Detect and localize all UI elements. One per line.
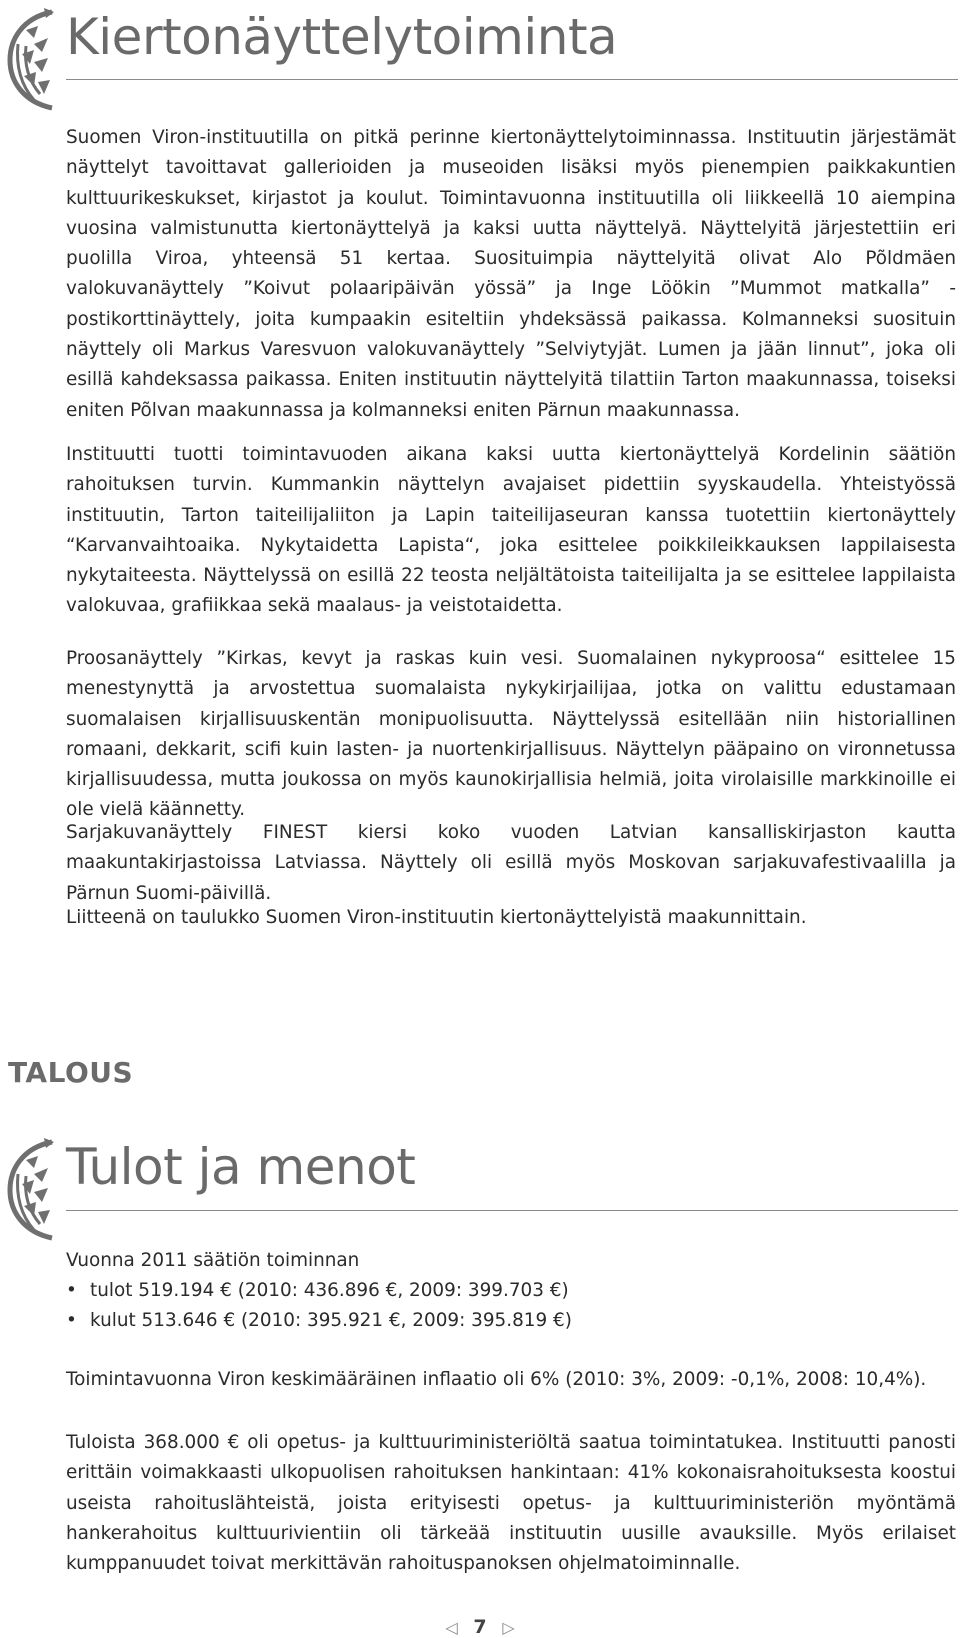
paragraph-new-exhibitions: Instituutti tuotti toimintavuoden aikana kaksi uutta kiertonäyttelyä Kordelinin säätiön rahoituksen turvin. Kummankin näyttelyn avajaiset pidettiin syyskaudella. Yhteistyössä instituutin, Tarton taiteilijaliiton ja Lapin taiteilijaseuran kanssa tuotettiin kiertonäyttely “Karvanvaihtoaika. Nykytaidetta Lapista“, joka esittelee poikkileikkauksen lappilaisesta nykytaiteesta. Näyttelyssä on esillä 22 teosta neljältätoista taiteilijalta ja se esittelee lappilaista valokuvaa, grafiikkaa sekä maalaus- ja veistotaidetta. [66, 444, 956, 617]
list-item-income: • tulot 519.194 € (2010: 436.896 €, 2009: 399.703 €) [66, 1276, 572, 1306]
paragraph-inflation: Toimintavuonna Viron keskimääräinen inflaatio oli 6% (2010: 3%, 2009: -0,1%, 2008: 10,4%). [66, 1369, 927, 1390]
list-item-expenses: • kulut 513.646 € (2010: 395.921 €, 2009: 395.819 €) [66, 1306, 572, 1336]
paragraph-exhibitions-overview: Suomen Viron-instituutilla on pitkä perinne kiertonäyttelytoiminnassa. Instituutin järjestämät näyttelyt tavoittavat gallerioiden ja museoiden lisäksi myös pienempien paikkakuntien kulttuurikeskukset, kirjastot ja koulut. Toimintavuonna instituutilla oli liikkeellä 10 aiempina vuosina valmistunutta kiertonäyttelyä ja kaksi uutta näyttelyä. Näyttelyitä järjestettiin eri puolilla Viroa, yhteensä 51 kertaa. Suosituimpia näyttelyitä olivat Alo Põldmäen valokuvanäyttely ”Koivut polaaripäivän yössä” ja Inge Löökin ”Mummot matkalla” -postikorttinäyttely, joita kumpaakin esiteltiin yhdeksässä paikassa. Kolmanneksi suosituin näyttely oli Markus Varesvuon valokuvanäyttely ”Selviytyjät. Lumen ja jään linnut”, joka oli esillä kahdeksassa paikassa. Eniten instituutin näyttelyitä tilattiin Tarton maakunnassa, toiseksi eniten Põlvan maakunnassa ja kolmanneksi eniten Pärnun maakunnassa. [66, 127, 956, 421]
page-number: 7 [473, 1616, 487, 1638]
institute-logo-icon [4, 4, 62, 112]
title-divider [66, 1210, 958, 1211]
section-title-kiertonayttelytoiminta: Kiertonäyttelytoiminta [66, 8, 618, 66]
paragraph-comics-exhibition: Sarjakuvanäyttely FINEST kiersi koko vuoden Latvian kansalliskirjaston kautta maakuntakirjastoissa Latviassa. Näyttely oli esillä myös Moskovan sarjakuvafestivaalilla ja Pärnun Suomi-päivillä. [66, 822, 956, 904]
section-label-talous: TALOUS [8, 1056, 134, 1089]
section-title-tulot-ja-menot: Tulot ja menot [66, 1138, 416, 1196]
institute-logo-icon [4, 1134, 62, 1242]
title-divider [66, 79, 958, 80]
paragraph-prose-exhibition: Proosanäyttely ”Kirkas, kevyt ja raskas kuin vesi. Suomalainen nykyproosa“ esittelee 15 menestynyttä ja arvostettua suomalaista nykykirjailijaa, jotka on valittu edustamaan suomalaisen kirjallisuuskentän monipuolisuutta. Näyttelyssä esitellään niin historiallinen romaani, dekkarit, scifi kuin lasten- ja nuortenkirjallisuus. Näyttelyn pääpaino on vironnetussa kirjallisuudessa, mutta joukossa on myös kaunokirjallisia helmiä, joita virolaisille markkinoille ei ole vielä käännetty. [66, 648, 956, 821]
paragraph-funding: Tuloista 368.000 € oli opetus- ja kulttuuriministeriöltä saatua toimintatukea. Instituutti panosti erittäin voimakkaasti ulkopuolisen rahoituksen hankintaan: 41% kokonaisrahoituksesta koostui useista rahoituslähteistä, joista erityisesti opetus- ja kulttuuriministeriön myöntämä hankerahoitus kulttuurivientiin oli tärkeää instituutin uusille avauksille. Myös erilaiset kumppanuudet toivat merkittävän rahoituspanoksen ohjelmatoiminnalle. [66, 1432, 956, 1575]
paragraph-income-intro: Vuonna 2011 säätiön toiminnan [66, 1250, 360, 1271]
income-expense-list [66, 1276, 572, 1337]
page-footer [0, 1616, 960, 1638]
previous-page-arrow-icon[interactable]: ◁ [445, 1618, 458, 1637]
paragraph-appendix-note: Liitteenä on taulukko Suomen Viron-instituutin kiertonäyttelyistä maakunnittain. [66, 907, 807, 928]
next-page-arrow-icon[interactable]: ▷ [502, 1618, 515, 1637]
